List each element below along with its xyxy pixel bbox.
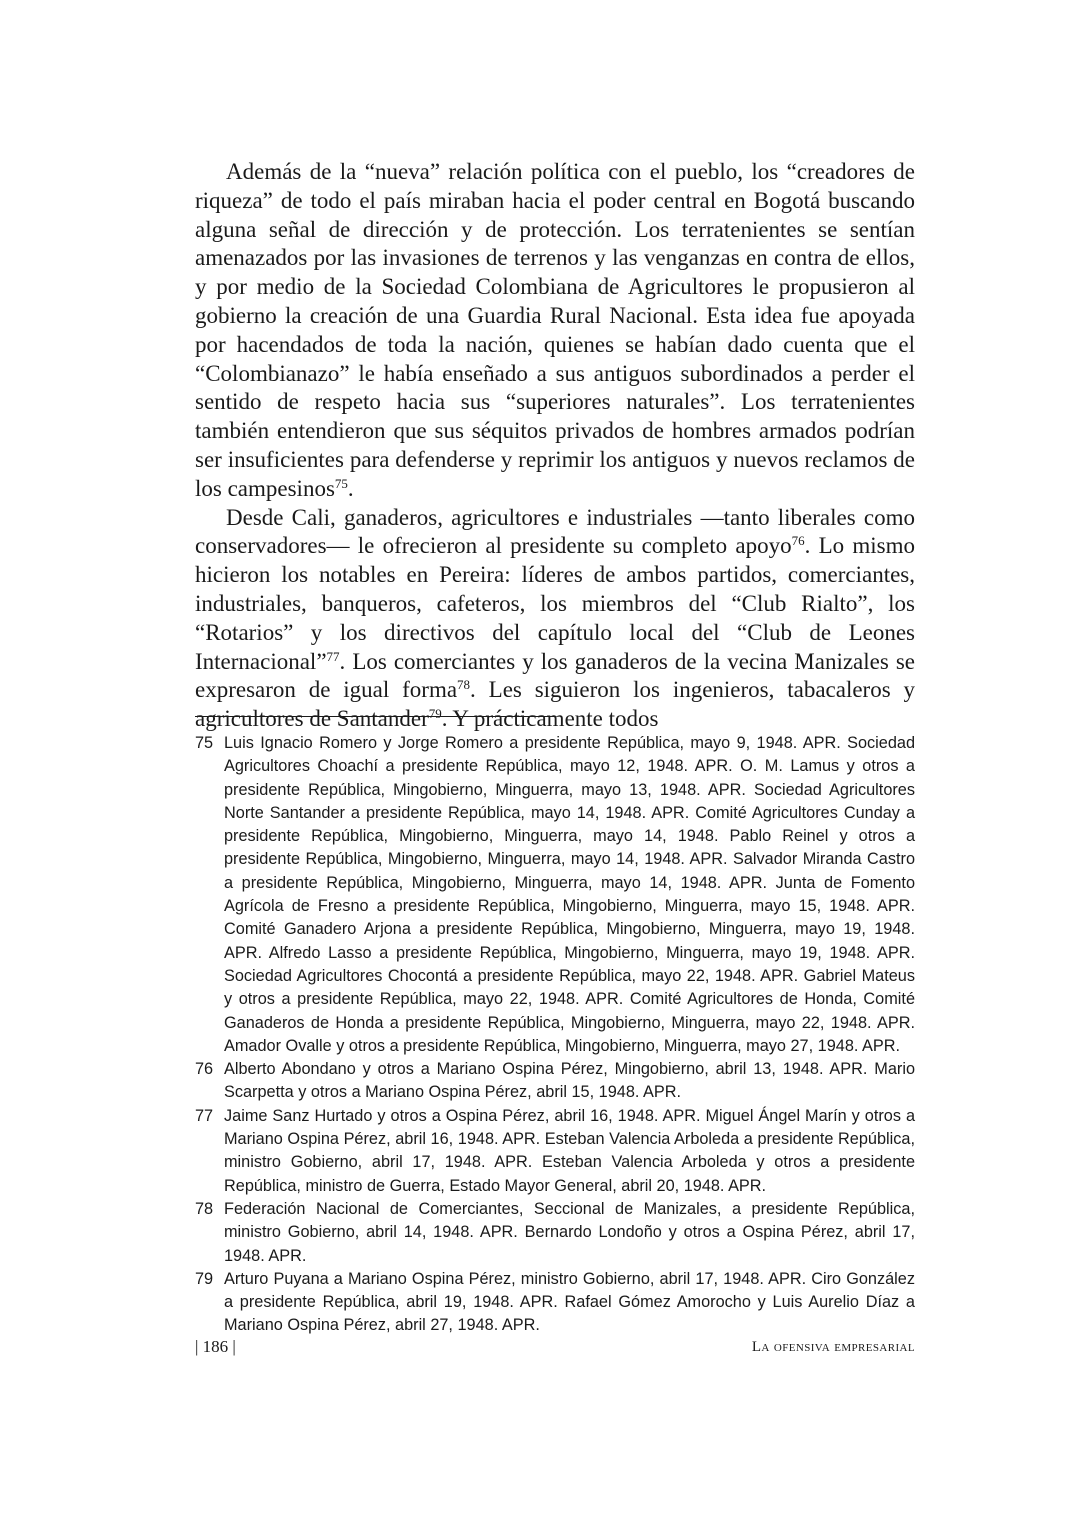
text-segment: . Y prácticamente todos <box>441 706 659 732</box>
footnote-number: 79 <box>195 1269 214 1288</box>
footnote-separator <box>195 716 555 717</box>
footnote-ref-76: 76 <box>791 533 805 549</box>
text-segment: . Les siguieron los ingenieros, tabacaleros y agricultores de Santander <box>195 677 915 732</box>
footnote-number: 78 <box>195 1199 214 1218</box>
text-segment: Desde Cali, ganaderos, agricultores e industriales —tanto liberales como conservadores— le ofrecieron al presidente su completo apoyo <box>195 504 915 559</box>
text-segment: . Los comerciantes y los ganaderos de la vecina Manizales se expresaron de igual forma <box>195 648 915 703</box>
footnote-text: Alberto Abondano y otros a Mariano Ospina Pérez, Mingobierno, abril 13, 1948. APR. Mario Scarpetta y otros a Mariano Ospina Pérez, abril 15, 1948. APR. <box>224 1060 915 1102</box>
paragraph-2 <box>195 504 915 734</box>
footnote-number: 77 <box>195 1106 214 1125</box>
footnote-number: 76 <box>195 1060 214 1079</box>
footnote <box>195 1268 915 1338</box>
text-segment: Además de la “nueva” relación política con el pueblo, los “creadores de riqueza” de todo el país miraban hacia el poder central en Bogotá buscando alguna señal de dirección y de protección. Los terratenientes se sentían amenazados por las invasiones de terrenos y las venganzas en contra de ellos, y por medio de la Sociedad Colombiana de Agricultores le propusieron al gobierno la creación de una Guardia Rural Nacional. Esta idea fue apoyada por hacendados de toda la nación, quienes se habían dado cuenta que el “Colombianazo” le había enseñado a sus antiguos subordinados a perder el sentido de respeto hacia sus “superiores naturales”. Los terratenientes también entendieron que sus séquitos privados de hombres armados podrían ser insuficientes para defenderse y reprimir los antiguos y nuevos reclamos de los campesinos <box>195 159 915 501</box>
footnote-ref-77: 77 <box>326 648 340 664</box>
footnote <box>195 1105 915 1198</box>
text-segment: . Lo mismo hicieron los notables en Pereira: líderes de ambos partidos, comerciantes, industriales, banqueros, cafeteros, los miembros del “Club Rialto”, los “Rotarios” y los directivos del capítulo local del “Club de Leones Internacional” <box>195 533 916 674</box>
footnotes <box>195 732 915 1338</box>
page-number: | 186 | <box>195 1337 236 1356</box>
footnote <box>195 1058 915 1105</box>
text-segment: . <box>347 475 354 501</box>
footnote-number: 75 <box>195 734 214 752</box>
footnote-text: Federación Nacional de Comerciantes, Seccional de Manizales, a presidente República, ministro Gobierno, abril 14, 1948. APR. Bernardo Londoño y otros a Ospina Pérez, abril 17, 1948. APR. <box>224 1199 915 1265</box>
footnote-text: Arturo Puyana a Mariano Ospina Pérez, ministro Gobierno, abril 17, 1948. APR. Ciro González a presidente República, abril 19, 1948. APR. Rafael Gómez Amorocho y Luis Aurelio Díaz a Mariano Ospina Pérez, abril 27, 1948. APR. <box>224 1269 915 1335</box>
footnote <box>195 732 915 1058</box>
footnote <box>195 1198 915 1268</box>
paragraph-1 <box>195 158 915 504</box>
running-head: La ofensiva empresarial <box>751 1339 915 1355</box>
footnote-ref-79: 79 <box>428 706 442 722</box>
footnote-text: Jaime Sanz Hurtado y otros a Ospina Pérez, abril 16, 1948. APR. Miguel Ángel Marín y otros a Mariano Ospina Pérez, abril 16, 1948. APR. Esteban Valencia Arboleda a presidente República, ministro Gobierno, abril 17, 1948. APR. Esteban Valencia Arboleda y otros a presidente República, ministro de Guerra, Estado Mayor General, abril 20, 1948. APR. <box>224 1106 915 1195</box>
footnote-ref-75: 75 <box>334 475 348 491</box>
footnote-text: Luis Ignacio Romero y Jorge Romero a presidente República, mayo 9, 1948. APR. Sociedad Agricultores Choachí a presidente República, mayo 12, 1948. APR. O. M. Lamus y otros a presidente República, Mingobierno, Minguerra, mayo 13, 1948. APR. Sociedad Agricultores Norte Santander a presidente República, mayo 14, 1948. APR. Comité Agricultores Cunday a presidente República, Mingobierno, Minguerra, mayo 14, 1948. Pablo Reinel y otros a presidente República, Mingobierno, Minguerra, mayo 14, 1948. APR. Salvador Miranda Castro a presidente República, Mingobierno, Minguerra, mayo 14, 1948. APR. Junta de Fomento Agrícola de Fresno a presidente República, Mingobierno, Minguerra, mayo 15, 1948. APR. Comité Ganadero Arjona a presidente República, Mingobierno, Minguerra, mayo 19, 1948. APR. Alfredo Lasso a presidente República, Mingobierno, Minguerra, mayo 19, 1948. APR. Sociedad Agricultores Chocontá a presidente República, mayo 22, 1948. APR. Gabriel Mateus y otros a presidente República, mayo 22, 1948. APR. Comité Agricultores de Honda, Comité Ganaderos de Honda a presidente República, Mingobierno, Minguerra, mayo 22, 1948. APR. Amador Ovalle y otros a presidente República, Mingobierno, Minguerra, mayo 27, 1948. APR. <box>224 734 915 1055</box>
footnote-ref-78: 78 <box>457 677 471 693</box>
main-text <box>195 158 915 734</box>
